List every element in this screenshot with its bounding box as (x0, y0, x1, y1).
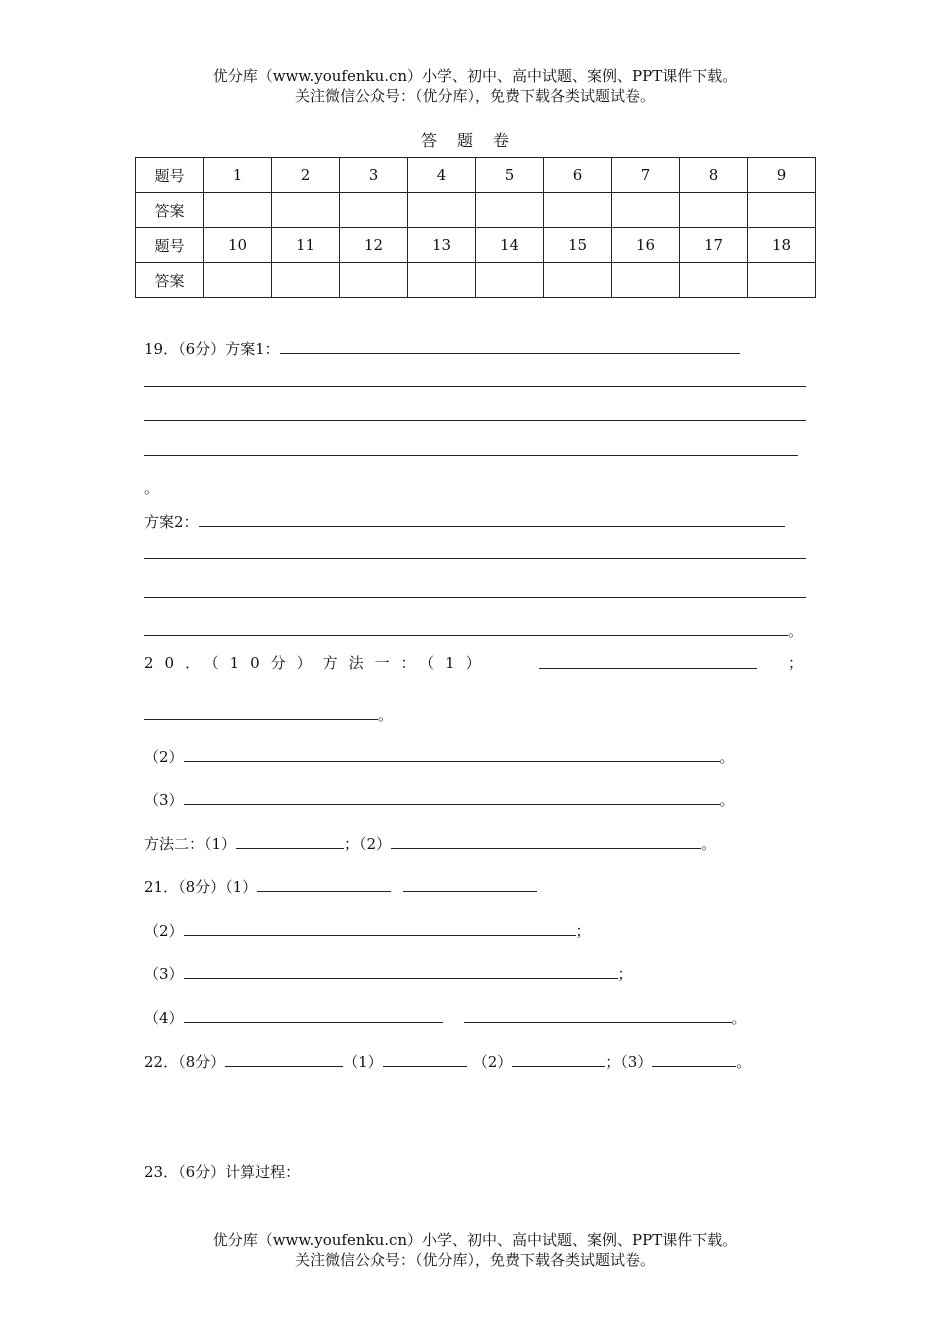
q20-p3-end: 。 (719, 791, 735, 809)
q20-line-2 (144, 704, 393, 725)
page-title: 答题卷 (420, 131, 529, 150)
q19-plan2-label: 方案2： (144, 513, 199, 531)
table-cell-number: 8 (680, 158, 748, 193)
q22-sep: ； (605, 1053, 621, 1071)
q20-p3-blank[interactable] (184, 789, 720, 805)
q19-blank-4[interactable] (144, 455, 798, 456)
q20-method2-line (144, 833, 716, 854)
table-row-answers-1 (136, 193, 816, 228)
table-cell-number: 4 (408, 158, 476, 193)
table-cell-number: 18 (748, 228, 816, 263)
table-cell-number: 15 (544, 228, 612, 263)
table-cell-number: 2 (272, 158, 340, 193)
q20-p2-line (144, 746, 735, 767)
q19-plan2-blank-1[interactable] (199, 511, 785, 527)
q21-line (144, 876, 537, 897)
answer-cell[interactable] (612, 263, 680, 298)
q20-method2-label: 方法二：（1） (144, 835, 237, 853)
q20-p2-end: 。 (719, 748, 735, 766)
table-cell-number: 11 (272, 228, 340, 263)
answer-cell[interactable] (748, 193, 816, 228)
q21-p4-blank-b[interactable] (464, 1007, 732, 1023)
table-cell-number: 5 (476, 158, 544, 193)
q19-plan2-end: 。 (788, 622, 804, 640)
table-cell-number: 9 (748, 158, 816, 193)
q21-p2-label: （2） (144, 922, 184, 940)
q20-p2-label: （2） (144, 748, 184, 766)
answer-cell[interactable] (476, 193, 544, 228)
q22-blank-3[interactable] (652, 1051, 736, 1067)
answer-cell[interactable] (340, 193, 408, 228)
q21-blank-1a[interactable] (257, 876, 391, 892)
q21-p3-line (144, 963, 633, 984)
q22-end: 。 (736, 1053, 752, 1071)
answer-cell[interactable] (544, 193, 612, 228)
q21-p4-blank-a[interactable] (184, 1007, 443, 1023)
q22-label: 22．（8分） (144, 1053, 226, 1071)
answer-cell[interactable] (272, 193, 340, 228)
q20-blank-1[interactable] (539, 668, 757, 669)
table-cell-number: 3 (340, 158, 408, 193)
footer-line-2: 关注微信公众号：（优分库），免费下载各类试题试卷。 (294, 1251, 655, 1269)
q21-p3-label: （3） (144, 965, 184, 983)
answer-cell[interactable] (272, 263, 340, 298)
q21-p4-end: 。 (731, 1009, 747, 1027)
q21-p2-end: ； (575, 922, 591, 940)
table-row-numbers-1 (136, 158, 816, 193)
table-cell-number: 17 (680, 228, 748, 263)
answer-cell[interactable] (748, 263, 816, 298)
q19-end-mark: 。 (144, 479, 160, 497)
q19-plan2-blank-3[interactable] (144, 597, 806, 598)
answer-cell[interactable] (612, 193, 680, 228)
table-label-answer: 答案 (136, 193, 204, 228)
table-cell-number: 13 (408, 228, 476, 263)
table-cell-number: 10 (204, 228, 272, 263)
q23-label: 23．（6分）计算过程： (144, 1163, 301, 1181)
q20-method2-end: 。 (701, 835, 717, 853)
answer-cell[interactable] (204, 263, 272, 298)
q21-p4-line (144, 1007, 747, 1028)
footer-line-1: 优分库（www.youfenku.cn）小学、初中、高中试题、案例、PPT课件下载。 (212, 1231, 738, 1249)
table-cell-number: 1 (204, 158, 272, 193)
q22-blank-2[interactable] (512, 1051, 605, 1067)
q20-blank-2[interactable] (144, 704, 378, 720)
answer-table (135, 157, 816, 298)
table-label-number: 题号 (136, 158, 204, 193)
q21-p2-line (144, 920, 591, 941)
q19-blank-1[interactable] (280, 338, 740, 354)
q19-label: 19．（6分）方案1： (144, 340, 280, 358)
q20-p3-line (144, 789, 735, 810)
q20-p3-label: （3） (144, 791, 184, 809)
q20-label: 20．（10分）方法一：（1） (144, 654, 492, 672)
answer-cell[interactable] (680, 193, 748, 228)
answer-cell[interactable] (204, 193, 272, 228)
header-line-1: 优分库（www.youfenku.cn）小学、初中、高中试题、案例、PPT课件下载。 (212, 67, 738, 85)
table-cell-number: 16 (612, 228, 680, 263)
q19-plan2-last (144, 620, 803, 641)
q19-blank-2[interactable] (144, 386, 806, 387)
q21-blank-1b[interactable] (403, 876, 537, 892)
table-cell-number: 12 (340, 228, 408, 263)
table-row-numbers-2 (136, 228, 816, 263)
table-cell-number: 14 (476, 228, 544, 263)
q21-p3-end: ； (617, 965, 633, 983)
table-row-answers-2 (136, 263, 816, 298)
header-line-2: 关注微信公众号：（优分库），免费下载各类试题试卷。 (294, 87, 655, 105)
q21-p4-label: （4） (144, 1009, 184, 1027)
q20-method2-blank-1[interactable] (236, 833, 344, 849)
table-label-answer: 答案 (136, 263, 204, 298)
q22-blank-1[interactable] (383, 1051, 467, 1067)
q20-p2-blank[interactable] (184, 746, 720, 762)
q19-plan2-blank-2[interactable] (144, 558, 806, 559)
q22-p1-label: （1） (343, 1053, 383, 1071)
table-cell-number: 6 (544, 158, 612, 193)
q19-line (144, 338, 740, 359)
answer-cell[interactable] (408, 193, 476, 228)
q22-p3-label: （3） (620, 1053, 653, 1071)
q20-semicolon: ； (788, 654, 804, 672)
table-cell-number: 7 (612, 158, 680, 193)
q19-plan2-line (144, 511, 785, 532)
table-label-number: 题号 (136, 228, 204, 263)
q20-method2-blank-2[interactable] (391, 833, 701, 849)
q21-label: 21．（8分）（1） (144, 878, 258, 896)
q22-blank-0[interactable] (225, 1051, 343, 1067)
q20-end-1: 。 (378, 706, 394, 724)
answer-cell[interactable] (408, 263, 476, 298)
answer-cell[interactable] (340, 263, 408, 298)
q21-p2-blank[interactable] (184, 920, 576, 936)
q19-blank-3[interactable] (144, 420, 806, 421)
q21-p3-blank[interactable] (184, 963, 618, 979)
answer-cell[interactable] (544, 263, 612, 298)
answer-cell[interactable] (680, 263, 748, 298)
answer-cell[interactable] (476, 263, 544, 298)
q20-method2-sep: ；（2） (344, 835, 392, 853)
q22-p2-label: （2） (472, 1053, 513, 1071)
q22-line (144, 1051, 751, 1072)
q19-plan2-blank-4[interactable] (144, 620, 788, 636)
